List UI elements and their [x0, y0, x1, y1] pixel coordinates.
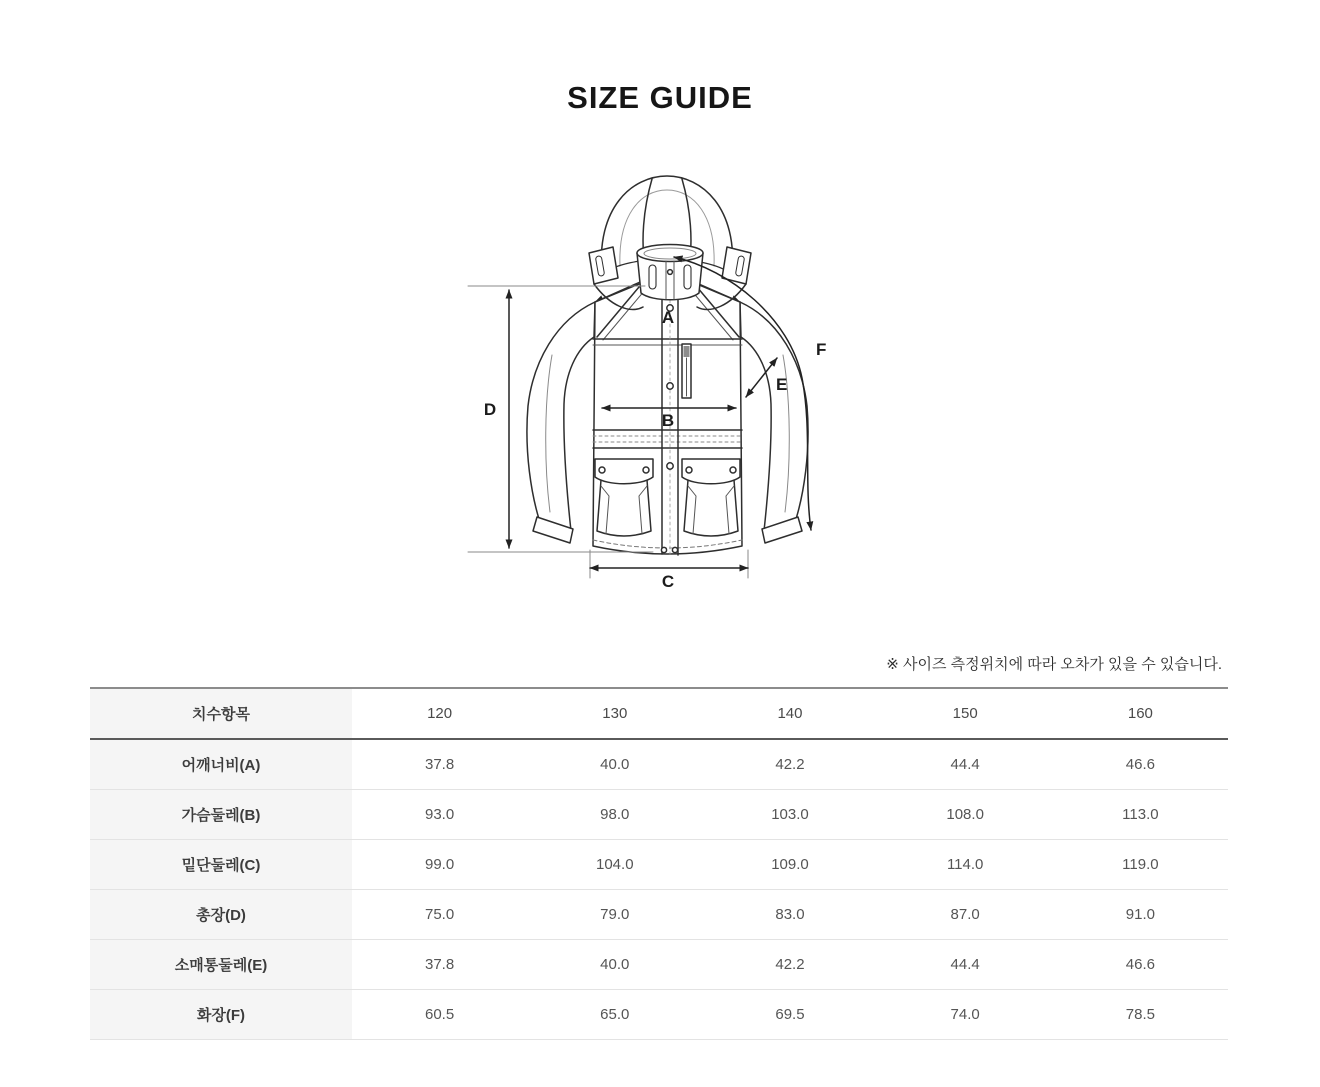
cell: 108.0: [878, 790, 1053, 840]
row-label: 밑단둘레(C): [90, 840, 352, 890]
table-row: [90, 790, 1228, 840]
label-c: C: [661, 572, 675, 591]
table-row: [90, 890, 1228, 940]
cell: 98.0: [527, 790, 702, 840]
left-pocket: [595, 459, 653, 536]
cell: 46.6: [1053, 739, 1228, 790]
cell: 42.2: [702, 940, 877, 990]
jacket-svg: [440, 150, 900, 630]
table-row: [90, 990, 1228, 1040]
cell: 69.5: [702, 990, 877, 1040]
cell: 78.5: [1053, 990, 1228, 1040]
cell: 37.8: [352, 739, 527, 790]
cell: 40.0: [527, 739, 702, 790]
cell: 109.0: [702, 840, 877, 890]
cell: 46.6: [1053, 940, 1228, 990]
label-f: F: [816, 340, 827, 359]
label-d: D: [483, 400, 497, 419]
cell: 119.0: [1053, 840, 1228, 890]
cell: 99.0: [352, 840, 527, 890]
row-label: 총장(D): [90, 890, 352, 940]
label-e: E: [776, 375, 788, 394]
row-label: 화장(F): [90, 990, 352, 1040]
jacket-diagram: [440, 150, 900, 630]
table-row: [90, 940, 1228, 990]
right-sleeve: [740, 302, 808, 543]
label-b: B: [661, 411, 675, 430]
column-header-size: 140: [702, 688, 877, 739]
page-title: SIZE GUIDE: [567, 80, 753, 115]
cell: 74.0: [878, 990, 1053, 1040]
label-a: A: [661, 308, 675, 327]
row-label: 소매통둘레(E): [90, 940, 352, 990]
table-row: [90, 840, 1228, 890]
cell: 65.0: [527, 990, 702, 1040]
cell: 87.0: [878, 890, 1053, 940]
row-label: 어깨너비(A): [90, 739, 352, 790]
column-header-size: 160: [1053, 688, 1228, 739]
table-row: [90, 739, 1228, 790]
cell: 83.0: [702, 890, 877, 940]
cell: 104.0: [527, 840, 702, 890]
chest-zip-pocket: [682, 344, 691, 398]
column-header-item: 치수항목: [90, 688, 352, 739]
cell: 75.0: [352, 890, 527, 940]
left-sleeve: [527, 302, 595, 543]
right-pocket: [682, 459, 740, 536]
cell: 91.0: [1053, 890, 1228, 940]
column-header-size: 130: [527, 688, 702, 739]
cell: 60.5: [352, 990, 527, 1040]
cell: 42.2: [702, 739, 877, 790]
row-label: 가슴둘레(B): [90, 790, 352, 840]
cell: 114.0: [878, 840, 1053, 890]
collar: [637, 245, 703, 300]
cell: 103.0: [702, 790, 877, 840]
cell: 44.4: [878, 940, 1053, 990]
cell: 93.0: [352, 790, 527, 840]
cell: 40.0: [527, 940, 702, 990]
table-header-row: [90, 688, 1228, 739]
column-header-size: 120: [352, 688, 527, 739]
measurement-note: ※ 사이즈 측정위치에 따라 오차가 있을 수 있습니다.: [886, 656, 1222, 673]
cell: 44.4: [878, 739, 1053, 790]
column-header-size: 150: [878, 688, 1053, 739]
cell: 37.8: [352, 940, 527, 990]
size-table: [90, 687, 1228, 1040]
cell: 79.0: [527, 890, 702, 940]
cell: 113.0: [1053, 790, 1228, 840]
